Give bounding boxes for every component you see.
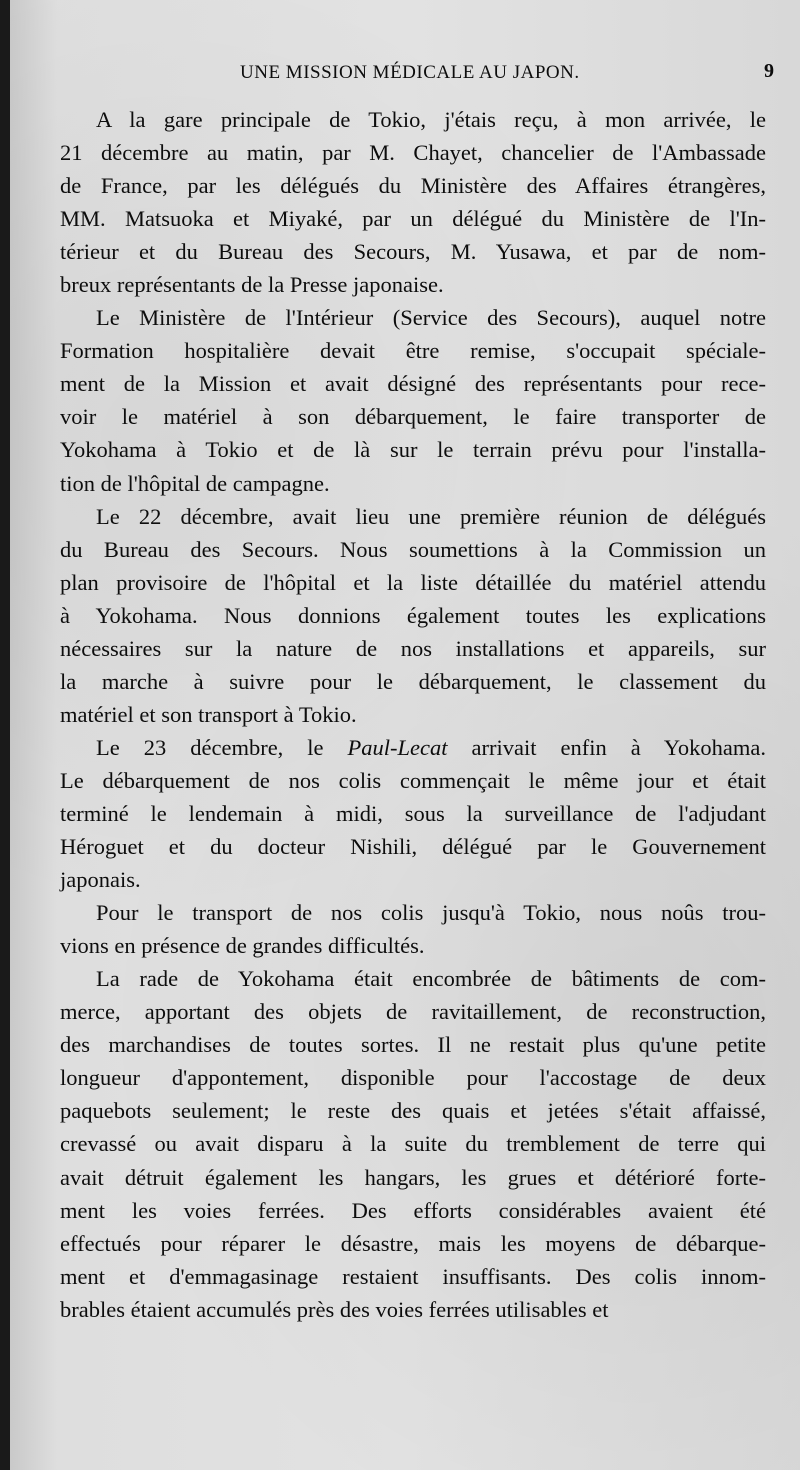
text-line: du Bureau des Secours. Nous soumettions à la Commission un: [60, 536, 766, 562]
paragraph: [60, 962, 766, 1326]
text-line: ment et d'emmagasinage restaient insuffisants. Des colis innom-: [60, 1263, 766, 1289]
text-line: Formation hospitalière devait être remise, s'occupait spéciale-: [60, 338, 766, 364]
text-line: à Yokohama. Nous donnions également toutes les explications: [60, 602, 766, 628]
text-line: de France, par les délégués du Ministère des Affaires étrangères,: [60, 173, 766, 199]
paragraph: [60, 103, 766, 301]
page-number: 9: [764, 60, 774, 82]
text-line: paquebots seulement; le reste des quais et jetées s'était affaissé,: [60, 1098, 766, 1124]
text-line: MM. Matsuoka et Miyaké, par un délégué du Ministère de l'In-: [60, 206, 766, 232]
text-line: voir le matériel à son débarquement, le faire transporter de: [60, 404, 766, 430]
text-line: Héroguet et du docteur Nishili, délégué par le Gouvernement: [60, 834, 766, 860]
text-line: Pour le transport de nos colis jusqu'à Tokio, nous noûs trou-: [96, 900, 766, 926]
paragraph: [60, 896, 766, 962]
text-line: longueur d'appontement, disponible pour l'accostage de deux: [60, 1065, 766, 1091]
body-text: [60, 103, 766, 1326]
text-line: Le 22 décembre, avait lieu une première réunion de délégués: [96, 503, 766, 529]
text-line: breux représentants de la Presse japonaise.: [60, 272, 444, 298]
text-line: brables étaient accumulés près des voies ferrées utilisables et: [60, 1296, 609, 1322]
ship-name: Paul-Lecat: [347, 734, 448, 760]
text-line: A la gare principale de Tokio, j'étais reçu, à mon arrivée, le: [96, 107, 766, 132]
text-line: La rade de Yokohama était encombrée de bâtiments de com-: [96, 966, 766, 992]
text-line: Yokohama à Tokio et de là sur le terrain prévu pour l'installa-: [60, 437, 766, 463]
text-line: vions en présence de grandes difficultés.: [60, 933, 425, 959]
text-line: 21 décembre au matin, par M. Chayet, chancelier de l'Ambassade: [60, 140, 766, 166]
paragraph: [60, 500, 766, 731]
text-line: Le débarquement de nos colis commençait le même jour et était: [60, 767, 766, 793]
text-line: ment de la Mission et avait désigné des représentants pour rece-: [60, 371, 766, 397]
text-line: plan provisoire de l'hôpital et la liste détaillée du matériel attendu: [60, 569, 766, 595]
paragraph: [60, 731, 766, 896]
text-line: crevassé ou avait disparu à la suite du tremblement de terre qui: [60, 1131, 766, 1157]
text-line: nécessaires sur la nature de nos installations et appareils, sur: [60, 635, 766, 661]
text-line: térieur et du Bureau des Secours, M. Yusawa, et par de nom-: [60, 239, 766, 265]
book-page: [10, 0, 800, 1470]
text-line: japonais.: [60, 867, 141, 893]
text-line: Le 23 décembre, le Paul-Lecat arrivait enfin à Yokohama.: [96, 734, 766, 760]
page-header: [60, 62, 780, 92]
text-line: Le Ministère de l'Intérieur (Service des Secours), auquel notre: [96, 305, 766, 331]
text-line: la marche à suivre pour le débarquement, le classement du: [60, 668, 766, 694]
running-title: UNE MISSION MÉDICALE AU JAPON.: [240, 62, 580, 83]
text-line: matériel et son transport à Tokio.: [60, 701, 357, 727]
text-line: merce, apportant des objets de ravitaillement, de reconstruction,: [60, 999, 766, 1025]
paragraph: [60, 301, 766, 499]
text-line: des marchandises de toutes sortes. Il ne restait plus qu'une petite: [60, 1032, 766, 1058]
text-line: tion de l'hôpital de campagne.: [60, 470, 330, 496]
text-line: ment les voies ferrées. Des efforts considérables avaient été: [60, 1197, 766, 1223]
text-line: terminé le lendemain à midi, sous la surveillance de l'adjudant: [60, 800, 766, 826]
text-line: effectués pour réparer le désastre, mais les moyens de débarque-: [60, 1230, 766, 1256]
text-line: avait détruit également les hangars, les grues et détérioré forte-: [60, 1164, 766, 1190]
